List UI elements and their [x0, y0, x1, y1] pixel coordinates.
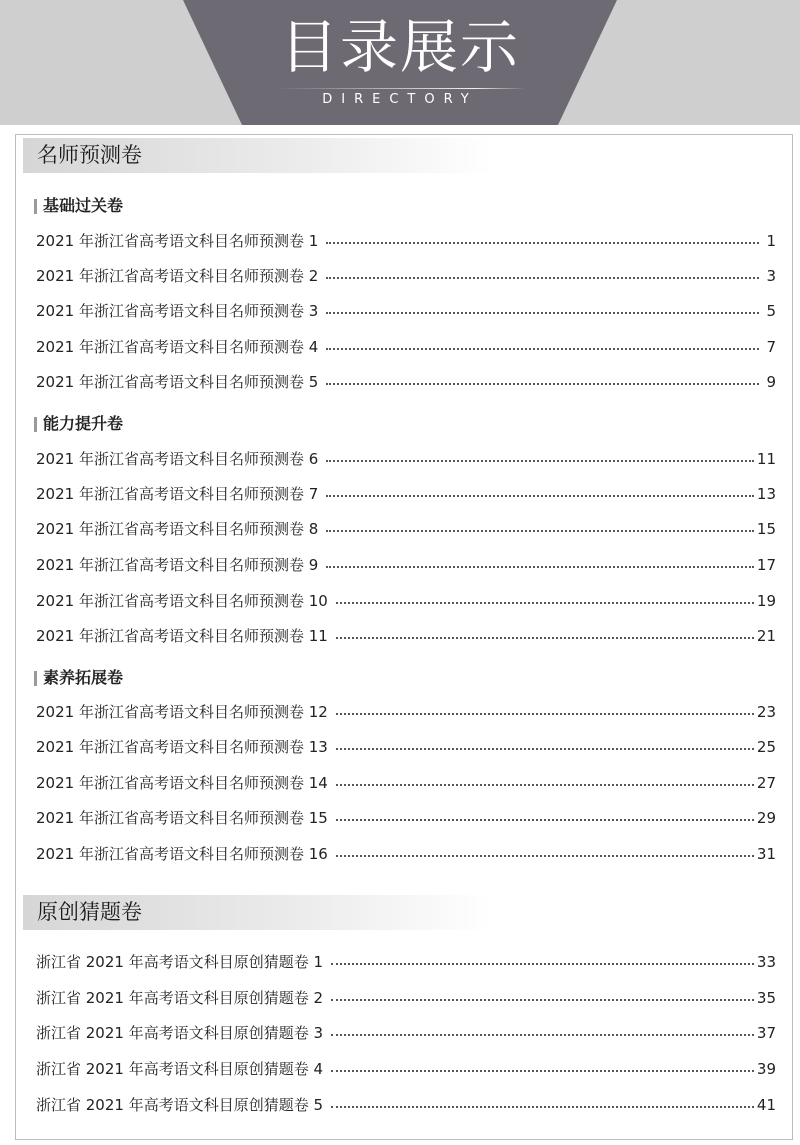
dot-leader [326, 459, 754, 462]
dot-leader [331, 962, 754, 965]
dot-leader [331, 1033, 754, 1036]
toc-entry-page: 13 [756, 485, 776, 503]
toc-entry-title: 2021 年浙江省高考语文科目名师预测卷 6 [36, 450, 319, 468]
toc-entry[interactable] [36, 230, 776, 252]
toc-entry-page: 5 [766, 302, 776, 320]
toc-entry-title: 2021 年浙江省高考语文科目名师预测卷 4 [36, 338, 319, 356]
dot-leader [331, 1069, 754, 1072]
dot-leader [326, 382, 759, 385]
toc-entry-page: 29 [756, 809, 776, 827]
group-heading-label: 基础过关卷 [43, 196, 124, 215]
toc-entry[interactable] [36, 951, 776, 973]
heading-bar [34, 671, 37, 686]
toc-entry-page: 37 [756, 1024, 776, 1042]
toc-entry-page: 31 [756, 845, 776, 863]
toc-entry[interactable] [36, 336, 776, 358]
toc-entry-title: 2021 年浙江省高考语文科目名师预测卷 15 [36, 809, 328, 827]
dot-leader [336, 636, 754, 639]
heading-bar [34, 417, 37, 432]
toc-entry-title: 2021 年浙江省高考语文科目名师预测卷 16 [36, 845, 328, 863]
toc-entry[interactable] [36, 807, 776, 829]
dot-leader [326, 241, 759, 244]
toc-entry-title: 浙江省 2021 年高考语文科目原创猜题卷 3 [36, 1024, 324, 1042]
toc-entry[interactable] [36, 701, 776, 723]
toc-entry[interactable] [36, 1058, 776, 1080]
header-banner [0, 0, 800, 125]
group-heading [34, 413, 123, 435]
dot-leader [331, 998, 754, 1001]
toc-entry[interactable] [36, 483, 776, 505]
toc-entry[interactable] [36, 987, 776, 1009]
toc-entry-page: 41 [756, 1096, 776, 1114]
dot-leader [336, 747, 754, 750]
dot-leader [331, 1105, 754, 1108]
toc-entry-page: 17 [756, 556, 776, 574]
toc-entry-title: 2021 年浙江省高考语文科目名师预测卷 3 [36, 302, 319, 320]
toc-entry-page: 15 [756, 520, 776, 538]
toc-entry-page: 25 [756, 738, 776, 756]
toc-entry-page: 35 [756, 989, 776, 1007]
toc-entry-page: 23 [756, 703, 776, 721]
toc-entry[interactable] [36, 448, 776, 470]
toc-entry-title: 2021 年浙江省高考语文科目名师预测卷 8 [36, 520, 319, 538]
toc-entry-title: 2021 年浙江省高考语文科目名师预测卷 14 [36, 774, 328, 792]
toc-entry[interactable] [36, 518, 776, 540]
toc-entry-page: 21 [756, 627, 776, 645]
group-heading-label: 能力提升卷 [43, 414, 124, 433]
toc-entry-title: 2021 年浙江省高考语文科目名师预测卷 5 [36, 373, 319, 391]
toc-entry-page: 3 [766, 267, 776, 285]
toc-entry-page: 9 [766, 373, 776, 391]
toc-entry[interactable] [36, 300, 776, 322]
toc-entry-page: 39 [756, 1060, 776, 1078]
group-heading [34, 195, 123, 217]
dot-leader [326, 276, 759, 279]
toc-entry-page: 27 [756, 774, 776, 792]
toc-entry-page: 19 [756, 592, 776, 610]
toc-entry-title: 浙江省 2021 年高考语文科目原创猜题卷 5 [36, 1096, 324, 1114]
toc-entry-page: 11 [756, 450, 776, 468]
toc-entry[interactable] [36, 736, 776, 758]
toc-entry-title: 浙江省 2021 年高考语文科目原创猜题卷 2 [36, 989, 324, 1007]
toc-entry[interactable] [36, 1022, 776, 1044]
toc-entry-title: 2021 年浙江省高考语文科目名师预测卷 2 [36, 267, 319, 285]
dot-leader [326, 529, 754, 532]
toc-entry[interactable] [36, 1094, 776, 1116]
group-heading-label: 素养拓展卷 [43, 668, 124, 687]
section-title: 名师预测卷 [23, 138, 493, 173]
header-subtitle: DIRECTORY [322, 92, 478, 107]
toc-entry-title: 2021 年浙江省高考语文科目名师预测卷 10 [36, 592, 328, 610]
toc-entry-page: 33 [756, 953, 776, 971]
toc-entry-title: 浙江省 2021 年高考语文科目原创猜题卷 4 [36, 1060, 324, 1078]
toc-entry-title: 2021 年浙江省高考语文科目名师预测卷 12 [36, 703, 328, 721]
toc-entry[interactable] [36, 772, 776, 794]
toc-entry-title: 2021 年浙江省高考语文科目名师预测卷 13 [36, 738, 328, 756]
toc-entry-title: 2021 年浙江省高考语文科目名师预测卷 7 [36, 485, 319, 503]
dot-leader [336, 854, 754, 857]
dot-leader [326, 311, 759, 314]
dot-leader [336, 712, 754, 715]
toc-entry[interactable] [36, 843, 776, 865]
toc-entry-page: 7 [766, 338, 776, 356]
header-divider [275, 88, 525, 89]
header-title: 目录展示 [279, 13, 520, 81]
toc-entry-title: 浙江省 2021 年高考语文科目原创猜题卷 1 [36, 953, 324, 971]
toc-entry[interactable] [36, 554, 776, 576]
dot-leader [336, 601, 754, 604]
toc-entry[interactable] [36, 590, 776, 612]
dot-leader [336, 818, 754, 821]
toc-entry[interactable] [36, 625, 776, 647]
section-title: 原创猜题卷 [23, 895, 493, 930]
dot-leader [336, 783, 754, 786]
group-heading [34, 667, 123, 689]
toc-entry-title: 2021 年浙江省高考语文科目名师预测卷 11 [36, 627, 328, 645]
toc-entry[interactable] [36, 265, 776, 287]
dot-leader [326, 494, 754, 497]
dot-leader [326, 565, 754, 568]
heading-bar [34, 199, 37, 214]
dot-leader [326, 347, 759, 350]
toc-entry-page: 1 [766, 232, 776, 250]
toc-entry-title: 2021 年浙江省高考语文科目名师预测卷 9 [36, 556, 319, 574]
toc-entry-title: 2021 年浙江省高考语文科目名师预测卷 1 [36, 232, 319, 250]
toc-entry[interactable] [36, 371, 776, 393]
